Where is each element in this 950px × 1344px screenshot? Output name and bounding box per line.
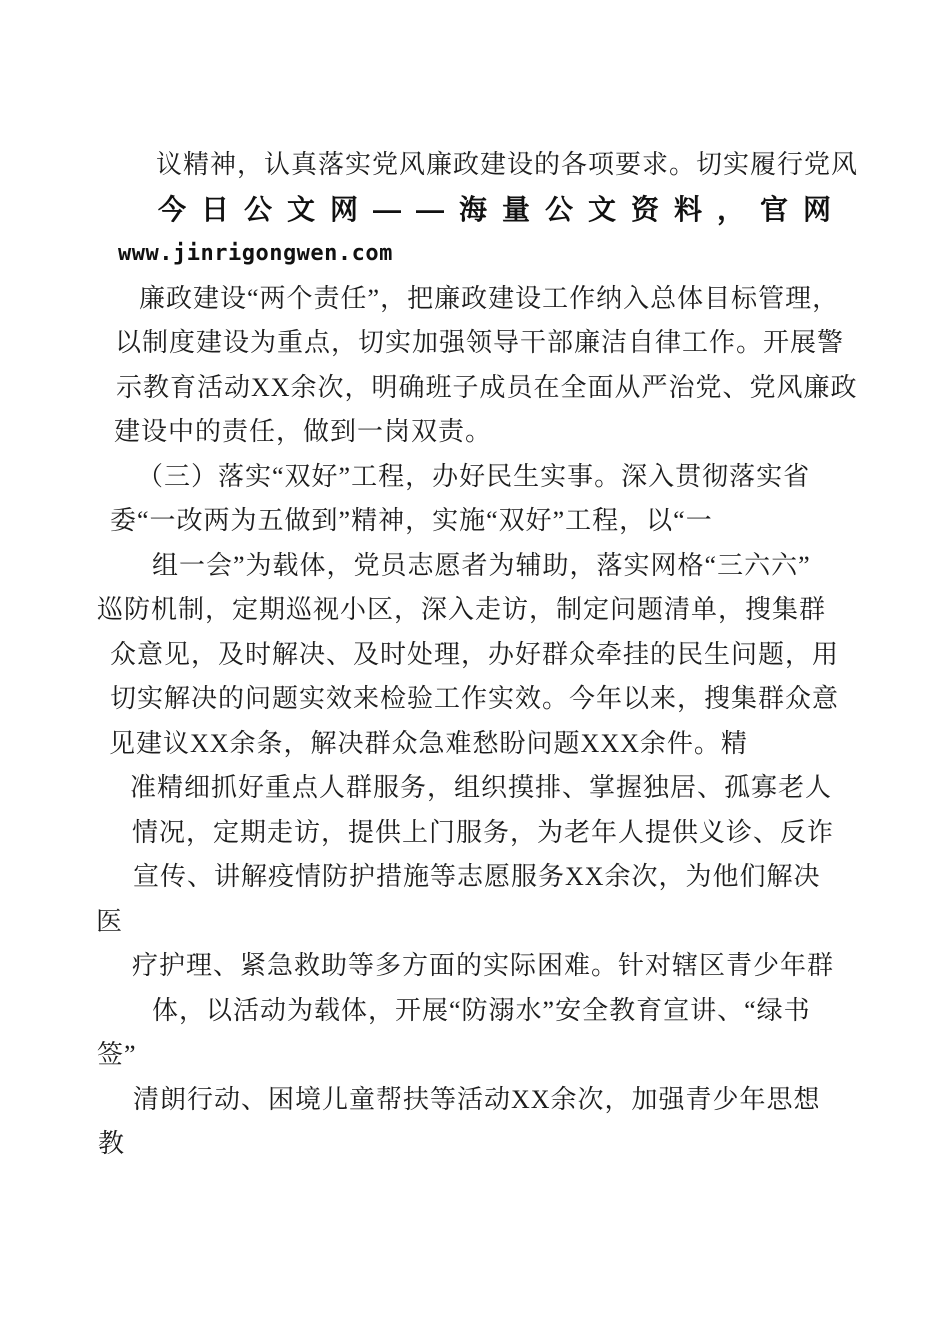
document-line: 准精细抓好重点人群服务，组织摸排、掌握独居、孤寡老人 <box>130 773 833 802</box>
document-line: 廉政建设“两个责任”，把廉政建设工作纳入总体目标管理， <box>139 283 840 313</box>
document-line: 见建议XX余条，解决群众急难愁盼问题XXX余件。精 <box>109 728 748 758</box>
document-line <box>137 455 860 500</box>
document-line: 组一会”为载体，党员志愿者为辅助，落实网格“三六六” <box>152 550 811 580</box>
document-line-text: 深入贯彻落实省 <box>621 461 811 491</box>
document-line: 情况，定期走访，提供上门服务，为老年人提供义诊、反诈 <box>132 817 835 847</box>
document-line: 医 <box>96 906 124 936</box>
website-url: www.jinrigongwen.com <box>118 241 393 266</box>
promo-banner-line: 今日公文网——海量公文资料，官网 <box>158 193 847 225</box>
document-line: 巡防机制，定期巡视小区，深入走访，制定问题清单，搜集群 <box>97 595 827 624</box>
document-line: 众意见，及时解决、及时处理，办好群众牵挂的民生问题，用 <box>110 639 840 669</box>
document-line: 教 <box>98 1129 126 1158</box>
document-line: 体，以活动为载体，开展“防溺水”安全教育宣讲、“绿书 <box>152 995 811 1025</box>
document-line: 宣传、讲解疫情防护措施等志愿服务XX余次，为他们解决 <box>133 862 821 891</box>
document-line: 以制度建设为重点，切实加强领导干部廉洁自律工作。开展警 <box>115 328 845 357</box>
section-heading: （三）落实“双好”工程，办好民生实事。 <box>137 461 622 491</box>
document-line: 示教育活动XX余次，明确班子成员在全面从严治党、党风廉政 <box>116 372 858 402</box>
document-line: 建设中的责任，做到一岗双责。 <box>114 417 493 446</box>
document-line: 切实解决的问题实效来检验工作实效。今年以来，搜集群众意 <box>110 684 840 713</box>
document-line: 签” <box>97 1040 137 1069</box>
document-line: 清朗行动、困境儿童帮扶等活动XX余次，加强青少年思想 <box>133 1084 821 1114</box>
document-line: 疗护理、紧急救助等多方面的实际困难。针对辖区青少年群 <box>132 951 835 980</box>
document-line: 委“一改两为五做到”精神，实施“双好”工程，以“一 <box>110 506 713 535</box>
document-line: 议精神，认真落实党风廉政建设的各项要求。切实履行党风 <box>156 150 859 179</box>
